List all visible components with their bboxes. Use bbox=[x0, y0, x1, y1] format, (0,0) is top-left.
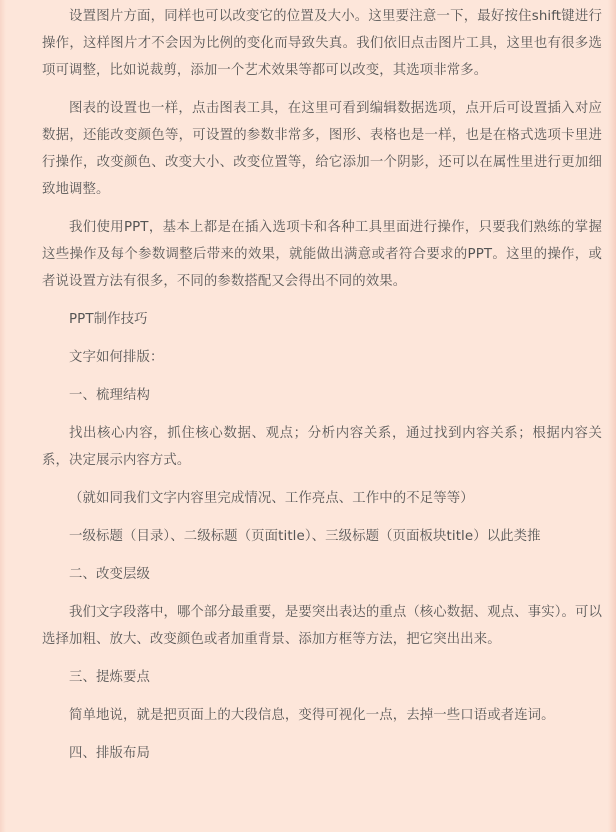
paragraph-image-settings: 设置图片方面，同样也可以改变它的位置及大小。这里要注意一下，最好按住shift键进行操作，这样图片才不会因为比例的变化而导致失真。我们依旧点击图片工具，这里也有很多选项可调整，比如说裁剪，添加一个艺术效果等都可以改变，其选项非常多。 bbox=[42, 9, 602, 78]
paragraph-title-levels: 一级标题（目录）、二级标题（页面title）、三级标题（页面板块title）以此类推 bbox=[69, 529, 541, 544]
step-heading-hierarchy: 二、改变层级 bbox=[69, 567, 150, 582]
step-heading-key-points: 三、提炼要点 bbox=[69, 670, 150, 685]
paragraph-chart-settings: 图表的设置也一样，点击图表工具，在这里可看到编辑数据选项，点开后可设置插入对应数据，还能改变颜色等，可设置的参数非常多，图形、表格也是一样，也是在格式选项卡里进行操作，改变颜色、改变大小、改变位置等，给它添加一个阴影，还可以在属性里进行更加细致地调整。 bbox=[42, 101, 602, 197]
subheading-text-layout: 文字如何排版： bbox=[69, 350, 164, 365]
article-body bbox=[42, 0, 602, 767]
paragraph-ppt-usage: 我们使用PPT，基本上都是在插入选项卡和各种工具里面进行操作，只要我们熟练的掌握这些操作及每个参数调整后带来的效果，就能做出满意或者符合要求的PPT。这里的操作，或者说设置方法有很多，不同的参数搭配又会得出不同的效果。 bbox=[42, 220, 602, 289]
paragraph-key-points: 简单地说，就是把页面上的大段信息，变得可视化一点，去掉一些口语或者连词。 bbox=[69, 708, 555, 723]
page-edge-left bbox=[0, 0, 6, 832]
step-heading-structure: 一、梳理结构 bbox=[69, 388, 150, 403]
paragraph-structure: 找出核心内容，抓住核心数据、观点；分析内容关系，通过找到内容关系；根据内容关系，决定展示内容方式。 bbox=[42, 426, 602, 468]
paragraph-example-note: （就如同我们文字内容里完成情况、工作亮点、工作中的不足等等） bbox=[69, 491, 474, 506]
step-heading-layout: 四、排版布局 bbox=[69, 746, 150, 761]
page-edge-right bbox=[608, 0, 616, 832]
section-heading-ppt-tips: PPT制作技巧 bbox=[69, 312, 148, 327]
paragraph-hierarchy: 我们文字段落中，哪个部分最重要，是要突出表达的重点（核心数据、观点、事实）。可以选择加粗、放大、改变颜色或者加重背景、添加方框等方法，把它突出出来。 bbox=[42, 605, 602, 647]
